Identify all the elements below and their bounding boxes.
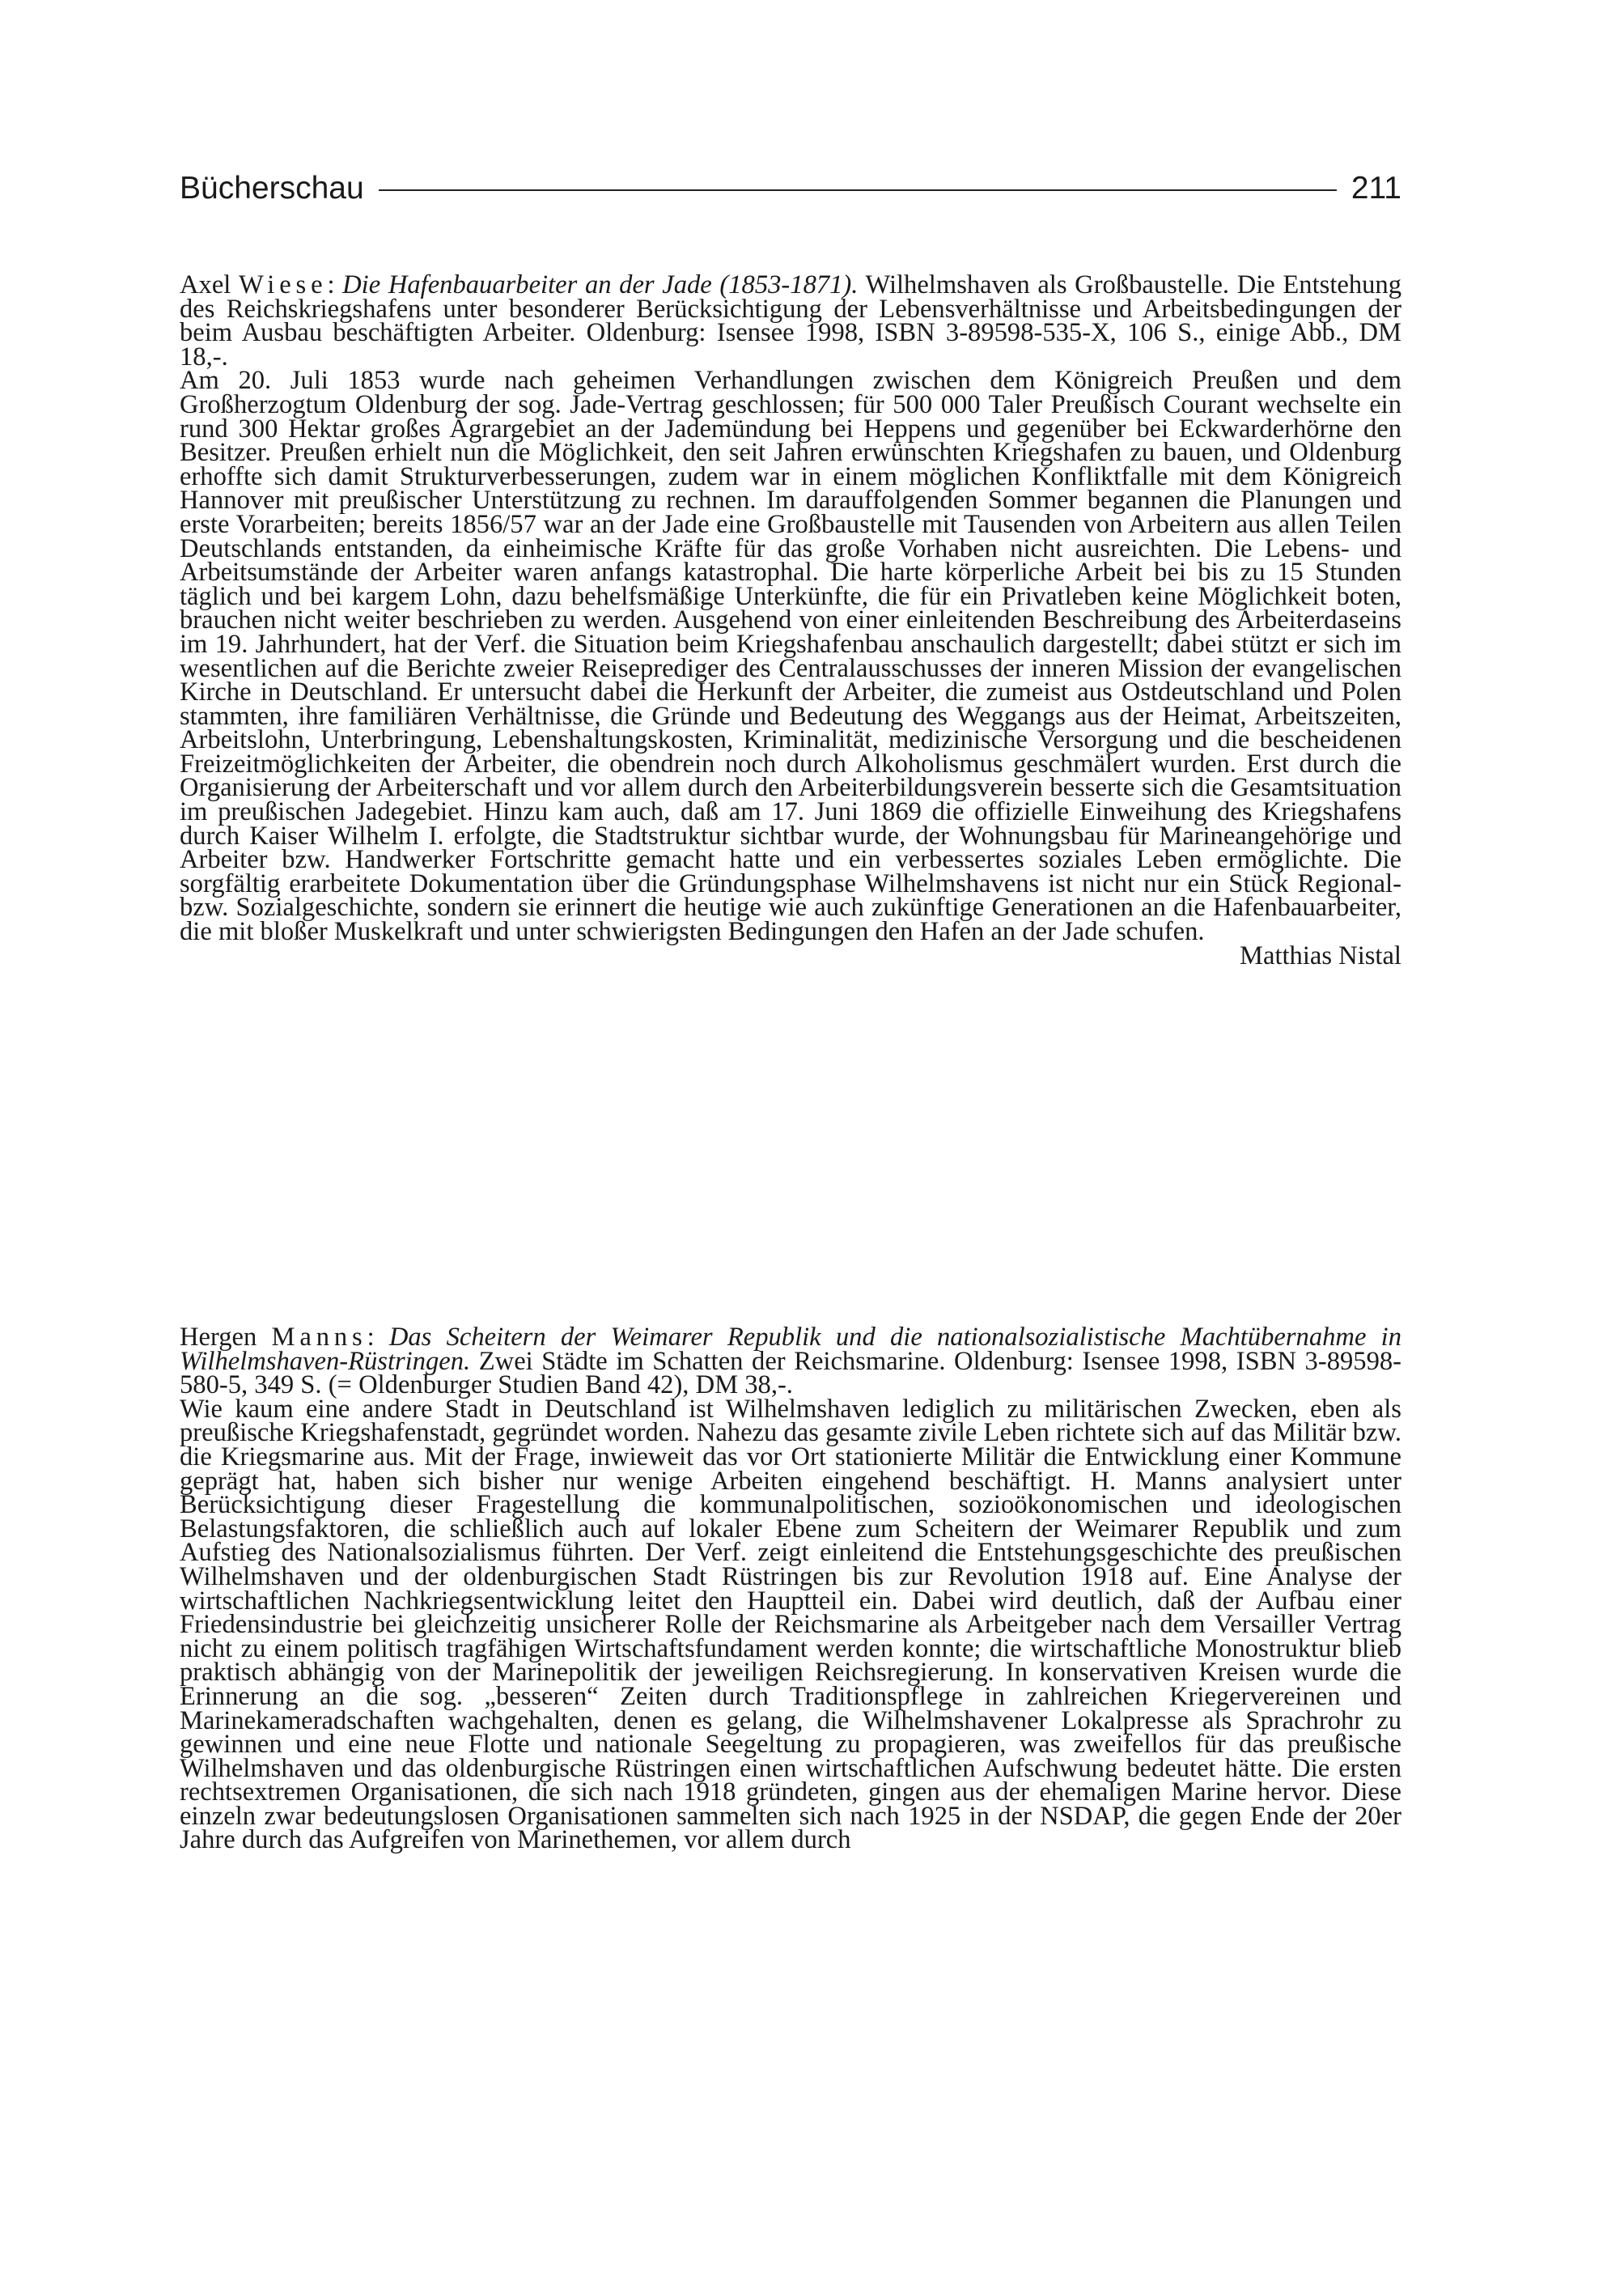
book-details: Zwei Städte im Schatten der Reichsmarine. Oldenburg: Isensee 1998, ISBN 3-89598-580-5, 349 S. (= Oldenburger Studien Band 42), DM 38,-. [180, 1346, 1401, 1400]
book-title: Die Hafenbauarbeiter an der Jade (1853-1871). [342, 270, 859, 299]
author-last-name: Manns [271, 1323, 367, 1352]
page-header [180, 164, 1401, 213]
bibliographic-entry: Axel Wiese: Die Hafenbauarbeiter an der Jade (1853-1871). Wilhelmshaven als Großbaustelle. Die Entstehung des Reichskriegshafens unter besonderer Berücksichtigung der Lebensverhältnisse und Arbeitsbedingungen der beim Ausbau beschäftigten Arbeiter. Oldenburg: Isensee 1998, ISBN 3-89598-535-X, 106 S., einige Abb., DM 18,-. [180, 270, 1401, 372]
review-body: Wie kaum eine andere Stadt in Deutschland ist Wilhelmshaven lediglich zu militärischen Zwecken, eben als preußische Kriegshafenstadt, gegründet worden. Nahezu das gesamte zivile Leben richtete sich auf das Militär bzw. die Kriegsmarine aus. Mit der Frage, inwieweit das vor Ort stationierte Militär die Entwicklung einer Kommune geprägt hat, haben sich bisher nur wenige Arbeiten eingehend beschäftigt. H. Manns analysiert unter Berücksichtigung dieser Fragestellung die kommunalpolitischen, sozioökonomischen und ideologischen Belastungsfaktoren, die schließlich auch auf lokaler Ebene zum Scheitern der Weimarer Republik und zum Aufstieg des Nationalsozialismus führten. Der Verf. zeigt einleitend die Entstehungsgeschichte des preußischen Wilhelmshaven und der oldenburgischen Stadt Rüstringen bis zur Revolution 1918 auf. Eine Analyse der wirtschaftlichen Nachkriegsentwicklung leitet den Hauptteil ein. Dabei wird deutlich, daß der Aufbau einer Friedensindustrie bei gleichzeitig unsicherer Rolle der Reichsmarine als Arbeitgeber nach dem Versailler Vertrag nicht zu einem politisch tragfähigen Wirtschaftsfundament werden konnte; die wirtschaftliche Monostruktur blieb praktisch abhängig von der Marinepolitik der jeweiligen Reichsregierung. In konservativen Kreisen wurde die Erinnerung an die sog. „besseren“ Zeiten durch Traditionspflege in zahlreichen Kriegervereinen und Marinekameradschaften wachgehalten, denen es gelang, die Wilhelmshavener Lokalpresse als Sprachrohr zu gewinnen und eine neue Flotte und nationale Seegeltung zu propagieren, was zweifellos für das preußische Wilhelmshaven und das oldenburgische Rüstringen einen wirtschaftlichen Aufschwung bedeutet hätte. Die ersten rechtsextremen Organisationen, die sich nach 1918 gründeten, gingen aus der ehemaligen Marine hervor. Diese einzeln zwar bedeutungslosen Organisationen sammelten sich nach 1925 in der NSDAP, die gegen Ende der 20er Jahre durch das Aufgreifen von Marinethemen, vor allem durch [180, 1394, 1401, 1855]
author-last-name: Wiese [239, 270, 328, 299]
book-details: Wilhelmshaven als Großbaustelle. Die Entstehung des Reichskriegshafens unter besonderer Berücksichtigung der Lebensverhältnisse und Arbeitsbedingungen der beim Ausbau beschäftigten Arbeiter. Oldenburg: Isensee 1998, ISBN 3-89598-535-X, 106 S., einige Abb., DM 18,-. [180, 270, 1401, 372]
reviewer-name: Matthias Nistal [1240, 941, 1401, 970]
book-review-2 [180, 1323, 1401, 1855]
author-first-name: Hergen [180, 1323, 272, 1352]
review-body: Am 20. Juli 1853 wurde nach geheimen Verhandlungen zwischen dem Königreich Preußen und dem Großherzogtum Oldenburg der sog. Jade-Vertrag geschlossen; für 500 000 Taler Preußisch Courant wechselte ein rund 300 Hektar großes Agrargebiet an der Jademündung bei Heppens und gegenüber bei Eckwarderhörne den Besitzer. Preußen erhielt nun die Möglichkeit, den seit Jahren erwünschten Kriegshafen zu bauen, und Oldenburg erhoffte sich damit Strukturverbesserungen, zudem war in einem möglichen Konfliktfalle mit dem Königreich Hannover mit preußischer Unterstützung zu rechnen. Im darauffolgenden Sommer begannen die Planungen und erste Vorarbeiten; bereits 1856/57 war an der Jade eine Großbaustelle mit Tausenden von Arbeitern aus allen Teilen Deutschlands entstanden, da einheimische Kräfte für das große Vorhaben nicht ausreichten. Die Lebens- und Arbeitsumstände der Arbeiter waren anfangs katastrophal. Die harte körperliche Arbeit bei bis zu 15 Stunden täglich und bei kargem Lohn, dazu behelfsmäßige Unterkünfte, die für ein Privatleben keine Möglichkeit boten, brauchen nicht weiter beschrieben zu werden. Ausgehend von einer einleitenden Beschreibung des Arbeiterdaseins im 19. Jahrhundert, hat der Verf. die Situation beim Kriegshafenbau anschaulich dargestellt; dabei stützt er sich im wesentlichen auf die Berichte zweier Reiseprediger des Centralausschusses der inneren Mission der evangelischen Kirche in Deutschland. Er untersucht dabei die Herkunft der Arbeiter, die zumeist aus Ostdeutschland und Polen stammten, ihre familiären Verhältnisse, die Gründe und Bedeutung des Weggangs aus der Heimat, Arbeitszeiten, Arbeitslohn, Unterbringung, Lebenshaltungskosten, Kriminalität, medizinische Versorgung und die bescheidenen Freizeitmöglichkeiten der Arbeiter, die obendrein noch durch Alkoholismus geschmälert wurden. Erst durch die Organisierung der Arbeiterschaft und vor allem durch den Arbeiterbildungsverein besserte sich die Gesamtsituation im preußischen Jadegebiet. Hinzu kam auch, daß am 17. Juni 1869 die offizielle Einweihung des Kriegshafens durch Kaiser Wilhelm I. erfolgte, die Stadtstruktur sichtbar wurde, der Wohnungsbau für Marineangehörige und Arbeiter bzw. Handwerker Fortschritte gemacht hatte und ein verbessertes soziales Leben ermöglichte. Die sorgfältig erarbeitete Dokumentation über die Gründungsphase Wilhelmshavens ist nicht nur ein Stück Regional- bzw. Sozialgeschichte, sondern sie erinnert die heutige wie auch zukünftige Generationen an die Hafenbauarbeiter, die mit bloßer Muskelkraft und unter schwierigsten Bedingungen den Hafen an der Jade schufen. [180, 366, 1401, 947]
page-number: 211 [1351, 171, 1401, 206]
header-rule [379, 189, 1337, 191]
author-first-name: Axel [180, 270, 239, 299]
book-title: Das Scheitern der Weimarer Republik und die nationalsozialistische Machtübernahme in Wilhelmshaven-Rüstringen. [180, 1323, 1401, 1376]
bibliographic-entry: Hergen Manns: Das Scheitern der Weimarer Republik und die nationalsozialistische Machtübernahme in Wilhelmshaven-Rüstringen. Zwei Städte im Schatten der Reichsmarine. Oldenburg: Isensee 1998, ISBN 3-89598-580-5, 349 S. (= Oldenburger Studien Band 42), DM 38,-. [180, 1323, 1401, 1400]
section-title: Bücherschau [180, 171, 364, 206]
book-review-1 [180, 270, 1401, 970]
